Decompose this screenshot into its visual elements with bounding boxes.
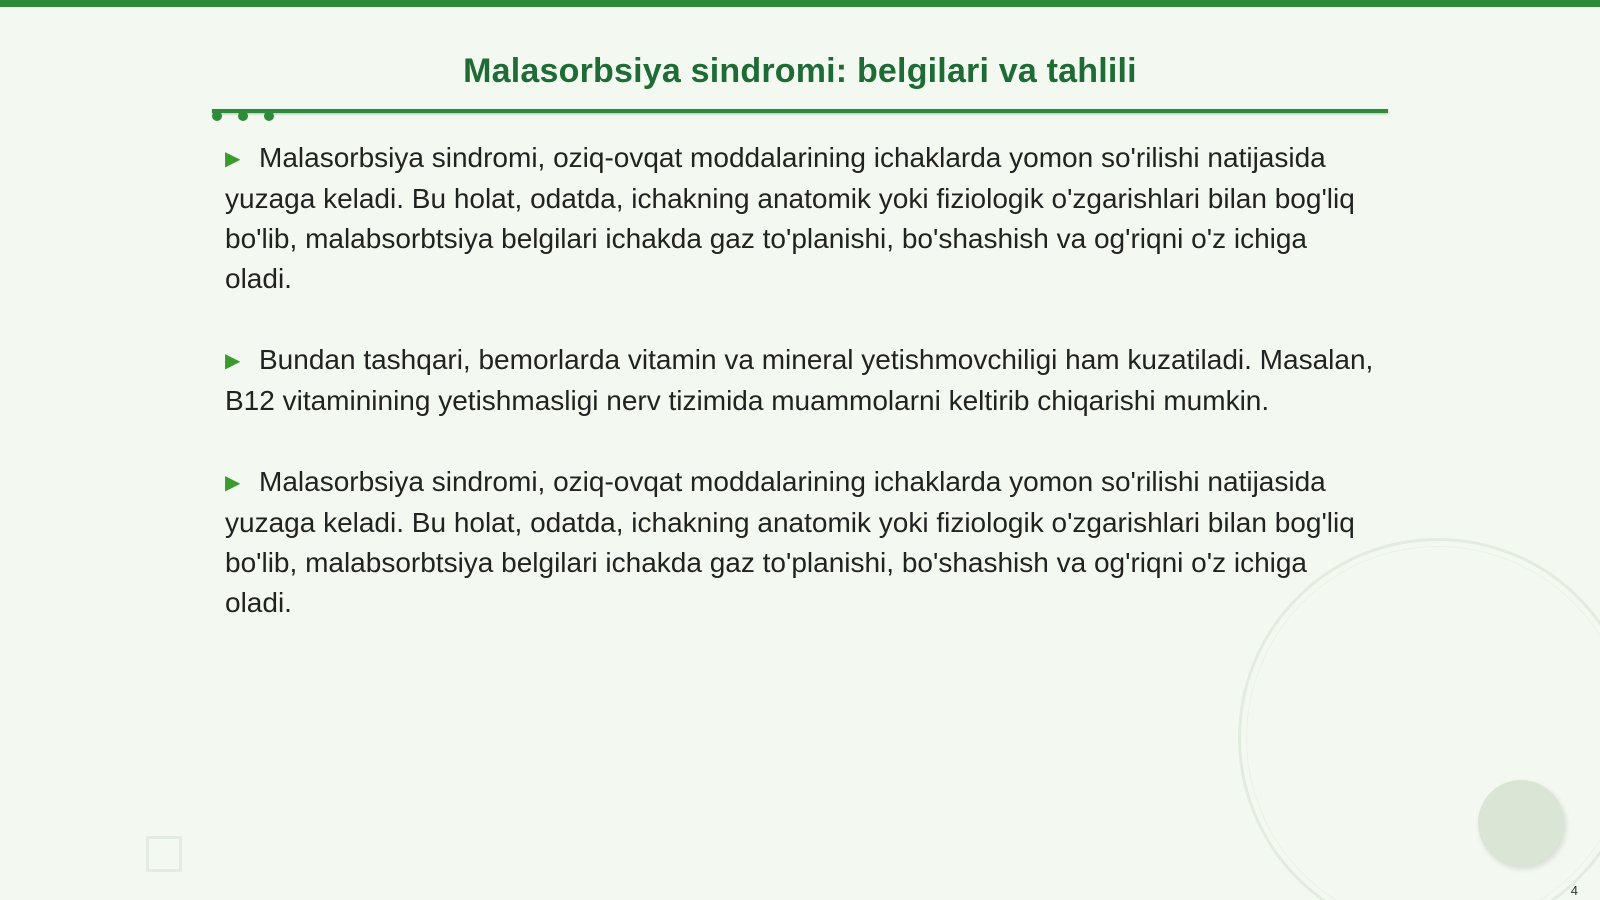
page-number: 4 (1570, 883, 1578, 898)
bullet-list (225, 138, 1375, 664)
triangle-right-icon: ▶ (225, 472, 241, 494)
bullet-item (225, 340, 1375, 421)
decor-dot (264, 111, 274, 121)
bullet-text: Malasorbsiya sindromi, oziq-ovqat moddalarining ichaklarda yomon so'rilishi natijasida yuzaga keladi. Bu holat, odatda, ichakning anatomik yoki fiziologik o'zgarishlari bilan bog'liq bo'lib, malabsorbtsiya belgilari ichakda gaz to'planishi, bo'shashish va og'riqni o'z ichiga oladi. (225, 142, 1355, 294)
decor-square (146, 836, 182, 872)
decor-dot (212, 111, 222, 121)
top-accent-bar (0, 0, 1600, 7)
bullet-item (225, 138, 1375, 299)
triangle-right-icon: ▶ (225, 350, 241, 372)
bullet-text: Malasorbsiya sindromi, oziq-ovqat moddalarining ichaklarda yomon so'rilishi natijasida yuzaga keladi. Bu holat, odatda, ichakning anatomik yoki fiziologik o'zgarishlari bilan bog'liq bo'lib, malabsorbtsiya belgilari ichakda gaz to'planishi, bo'shashish va og'riqni o'z ichiga oladi. (225, 466, 1355, 618)
bullet-item (225, 462, 1375, 623)
decor-circle (1478, 780, 1564, 866)
slide-title: Malasorbsiya sindromi: belgilari va tahlili (463, 52, 1137, 90)
title-underline (212, 109, 1388, 113)
bullet-text: Bundan tashqari, bemorlarda vitamin va mineral yetishmovchiligi ham kuzatiladi. Masalan, B12 vitaminining yetishmasligi nerv tizimida muammolarni keltirib chiqarishi mumkin. (225, 344, 1374, 416)
title-dots (212, 111, 274, 121)
decor-dot (238, 111, 248, 121)
triangle-right-icon: ▶ (225, 148, 241, 170)
